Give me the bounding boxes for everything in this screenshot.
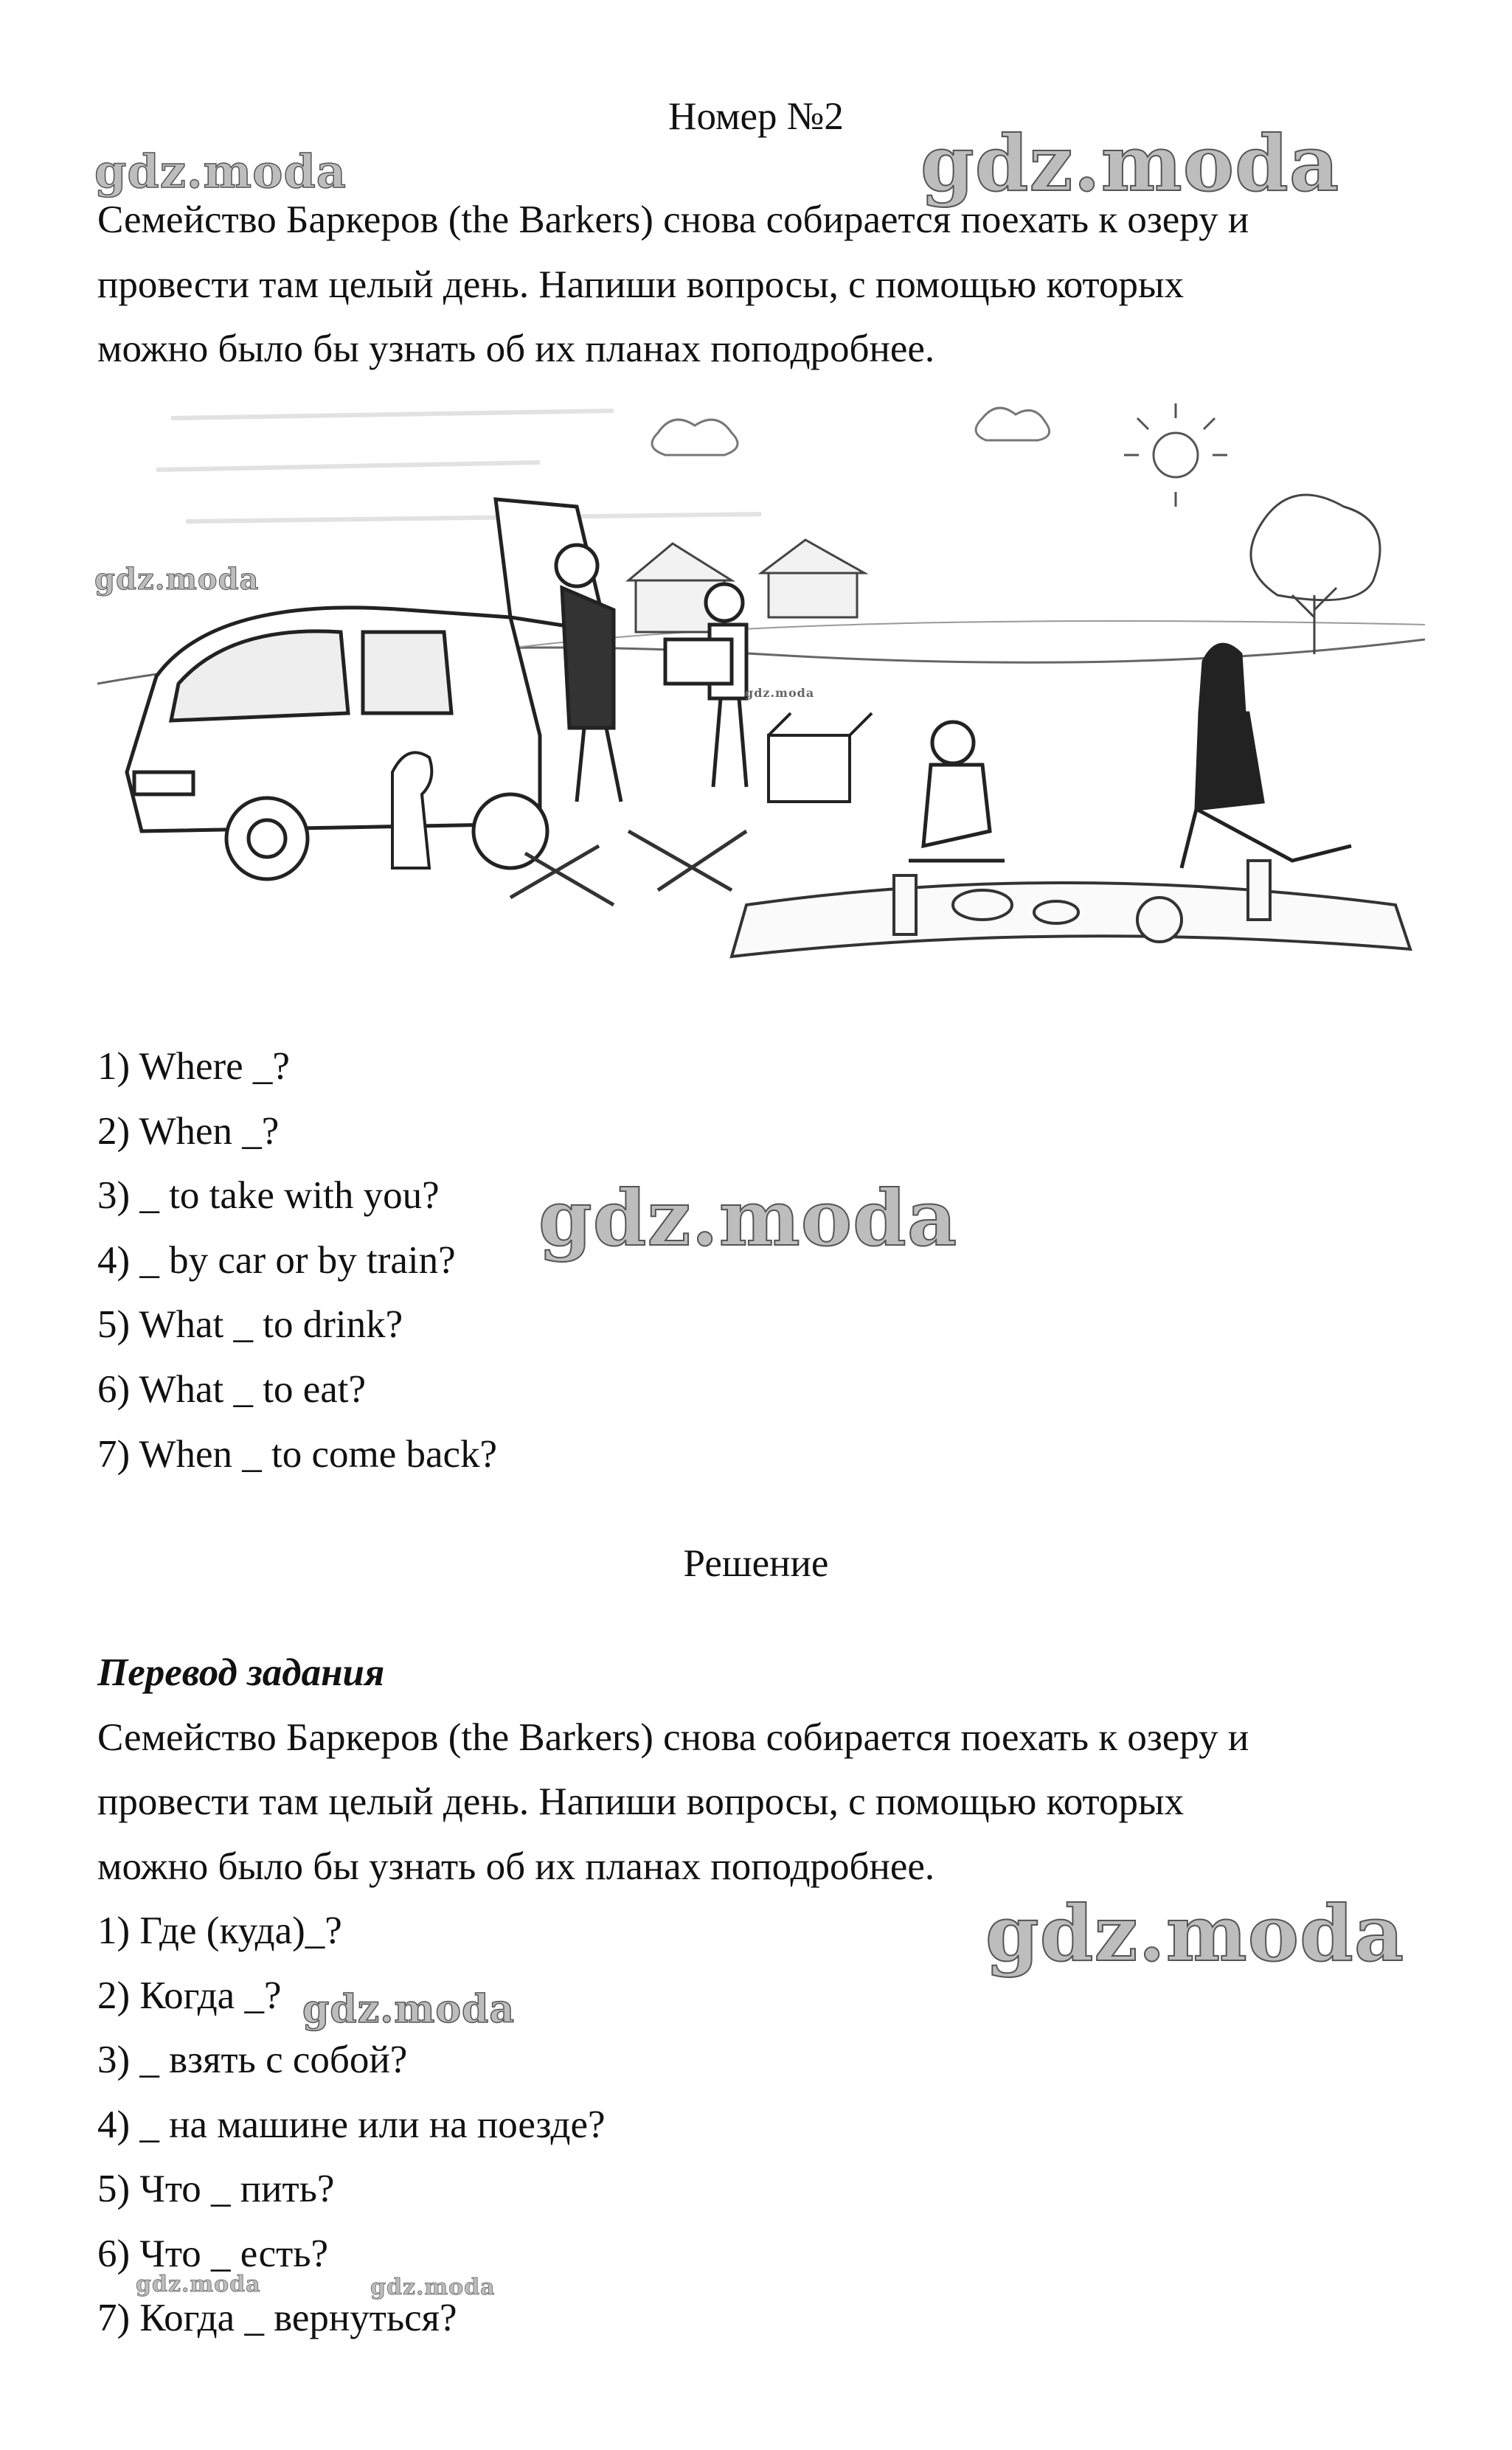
question-5: 5) What _ to drink?	[97, 1303, 403, 1346]
translation-line-1: Семейство Баркеров (the Barkers) снова собирается поехать к озеру и	[97, 1716, 1249, 1759]
watermark: gdz.moda	[745, 686, 815, 700]
watermark: gdz.moda	[538, 1173, 958, 1263]
watermark: gdz.moda	[920, 118, 1340, 209]
page-title: Номер №2	[668, 95, 844, 138]
translated-question-1: 1) Где (куда)_?	[97, 1909, 342, 1952]
task-text-line-2: провести там целый день. Напиши вопросы, с помощью которых	[97, 263, 1185, 306]
task-text-line-1: Семейство Баркеров (the Barkers) снова собирается поехать к озеру и	[97, 198, 1249, 241]
watermark: gdz.moda	[302, 1987, 516, 2032]
translated-question-2: 2) Когда _?	[97, 1974, 282, 2017]
question-3: 3) _ to take with you?	[97, 1174, 440, 1217]
translated-question-6: 6) Что _ есть?	[97, 2232, 329, 2275]
translated-question-3: 3) _ взять с собой?	[97, 2038, 408, 2081]
watermark: gdz.moda	[985, 1888, 1405, 1979]
question-1: 1) Where _?	[97, 1045, 290, 1088]
question-2: 2) When _?	[97, 1110, 280, 1153]
translated-question-7: 7) Когда _ вернуться?	[97, 2297, 457, 2339]
question-6: 6) What _ to eat?	[97, 1368, 366, 1411]
question-4: 4) _ by car or by train?	[97, 1239, 456, 1282]
translation-heading: Перевод задания	[97, 1651, 385, 1694]
translated-question-4: 4) _ на машине или на поезде?	[97, 2103, 606, 2146]
question-7: 7) When _ to come back?	[97, 1433, 498, 1476]
picnic-illustration	[97, 389, 1425, 964]
watermark: gdz.moda	[94, 562, 260, 597]
watermark: gdz.moda	[94, 145, 347, 198]
watermark: gdz.moda	[136, 2272, 261, 2297]
translation-line-3: можно было бы узнать об их планах поподробнее.	[97, 1845, 935, 1888]
translated-question-5: 5) Что _ пить?	[97, 2168, 335, 2210]
task-text-line-3: можно было бы узнать об их планах поподробнее.	[97, 327, 935, 370]
translation-line-2: провести там целый день. Напиши вопросы, с помощью которых	[97, 1780, 1185, 1823]
watermark: gdz.moda	[370, 2274, 496, 2300]
solution-heading: Решение	[683, 1542, 829, 1585]
